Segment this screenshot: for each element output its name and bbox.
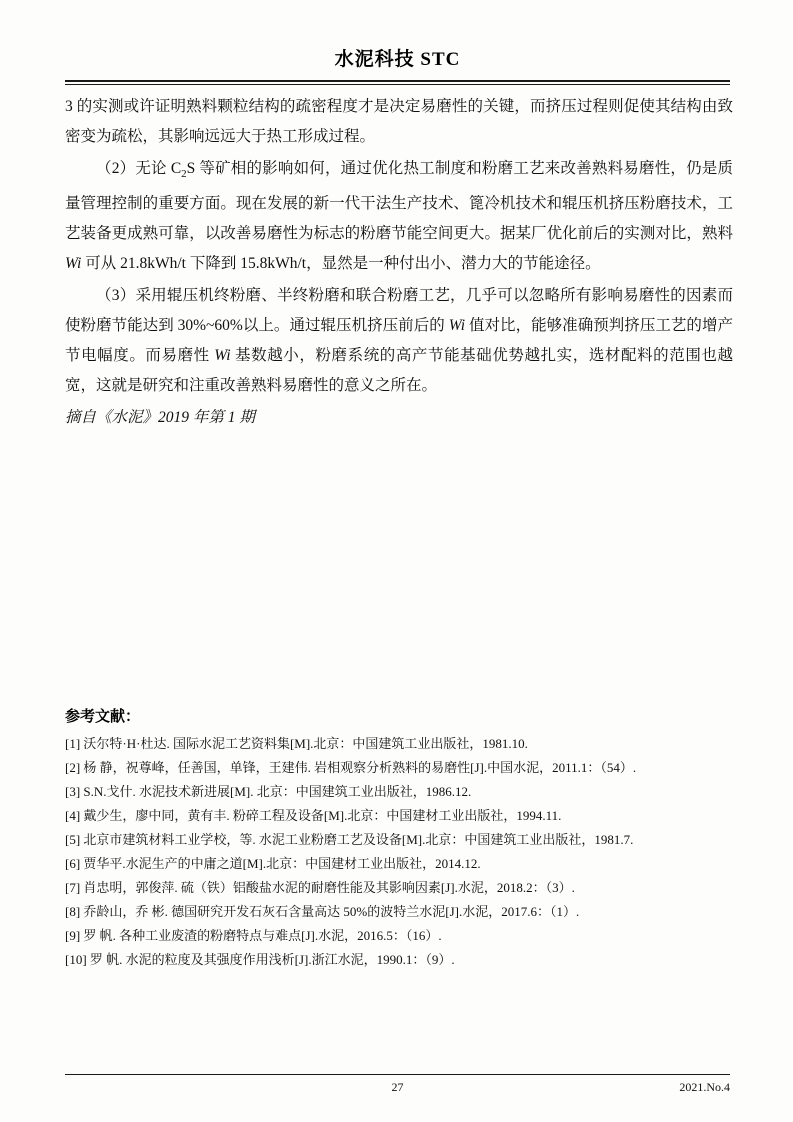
reference-item: [9] 罗 帆. 各种工业废渣的粉磨特点与难点[J].水泥，2016.5：（16）. — [65, 928, 442, 943]
page-footer — [65, 1080, 730, 1100]
footer-rule — [65, 1074, 730, 1075]
article-body — [65, 92, 733, 435]
reference-item: [1] 沃尔特·H·杜达. 国际水泥工艺资料集[M].北京：中国建筑工业出版社，1981.10. — [65, 736, 528, 751]
issue-label: 2021.No.4 — [679, 1080, 730, 1094]
reference-item: [7] 肖忠明，郭俊萍. 硫（铁）铝酸盐水泥的耐磨性能及其影响因素[J].水泥，2018.2：（3）. — [65, 880, 575, 895]
header-rule-thin — [65, 84, 730, 85]
references-section — [65, 705, 733, 972]
paragraph-2: （2）无论 $C_2S$ 等矿相的影响如何，通过优化热工制度和粉磨工艺来改善熟料易磨性，仍是质量管理控制的重要方面。现在发展的新一代干法生产技术、篦冷机技术和辊压机挤压粉磨技术，工艺装备更成熟可靠，以改善易磨性为标志的粉磨节能空间更大。据某厂优化前后的实测对比，熟料 Wi 可从 21.8kWh/t 下降到 15.8kWh/t，显然是一种付出小、潜力大的节能途径。 — [65, 160, 733, 273]
paragraph-3: （3）采用辊压机终粉磨、半终粉磨和联合粉磨工艺，几乎可以忽略所有影响易磨性的因素而使粉磨节能达到 30%~60%以上。通过辊压机挤压前后的 Wi 值对比，能够准确预判挤压工艺的增产节电幅度。而易磨性 Wi 基数越小，粉磨系统的高产节能基础优势越扎实，选材配料的范围也越宽，这就是研究和注重改善熟料易磨性的意义之所在。 — [65, 287, 733, 395]
references-list — [65, 732, 733, 972]
source-citation: 摘自《水泥》2019 年第 1 期 — [65, 409, 255, 427]
journal-title: 水泥科技 STC — [334, 49, 461, 70]
reference-item: [2] 杨 静，祝尊峰，任善国，单锋，王建伟. 岩相观察分析熟料的易磨性[J].中国水泥，2011.1：（54）. — [65, 760, 637, 775]
reference-item: [3] S.N.戈什. 水泥技术新进展[M]. 北京：中国建筑工业出版社，1986.12. — [65, 784, 472, 799]
reference-item: [8] 乔龄山，乔 彬. 德国研究开发石灰石含量高达 50%的波特兰水泥[J].水泥，2017.6：（1）. — [65, 904, 580, 919]
paragraph-1: 3 的实测或许证明熟料颗粒结构的疏密程度才是决定易磨性的关键，而挤压过程则促使其结构由致密变为疏松，其影响远远大于热工形成过程。 — [65, 98, 733, 145]
header-rule-thick — [65, 80, 730, 82]
reference-item: [6] 贾华平.水泥生产的中庸之道[M].北京：中国建材工业出版社，2014.12. — [65, 856, 481, 871]
references-title: 参考文献： — [65, 709, 141, 725]
reference-item: [10] 罗 帆. 水泥的粒度及其强度作用浅析[J].浙江水泥，1990.1：（9）. — [65, 952, 455, 967]
reference-item: [4] 戴少生，廖中同，黄有丰. 粉碎工程及设备[M].北京：中国建材工业出版社，1994.11. — [65, 808, 562, 823]
page-number: 27 — [391, 1080, 404, 1094]
page-header — [65, 44, 730, 71]
reference-item: [5] 北京市建筑材料工业学校，等. 水泥工业粉磨工艺及设备[M].北京：中国建筑工业出版社，1981.7. — [65, 832, 634, 847]
